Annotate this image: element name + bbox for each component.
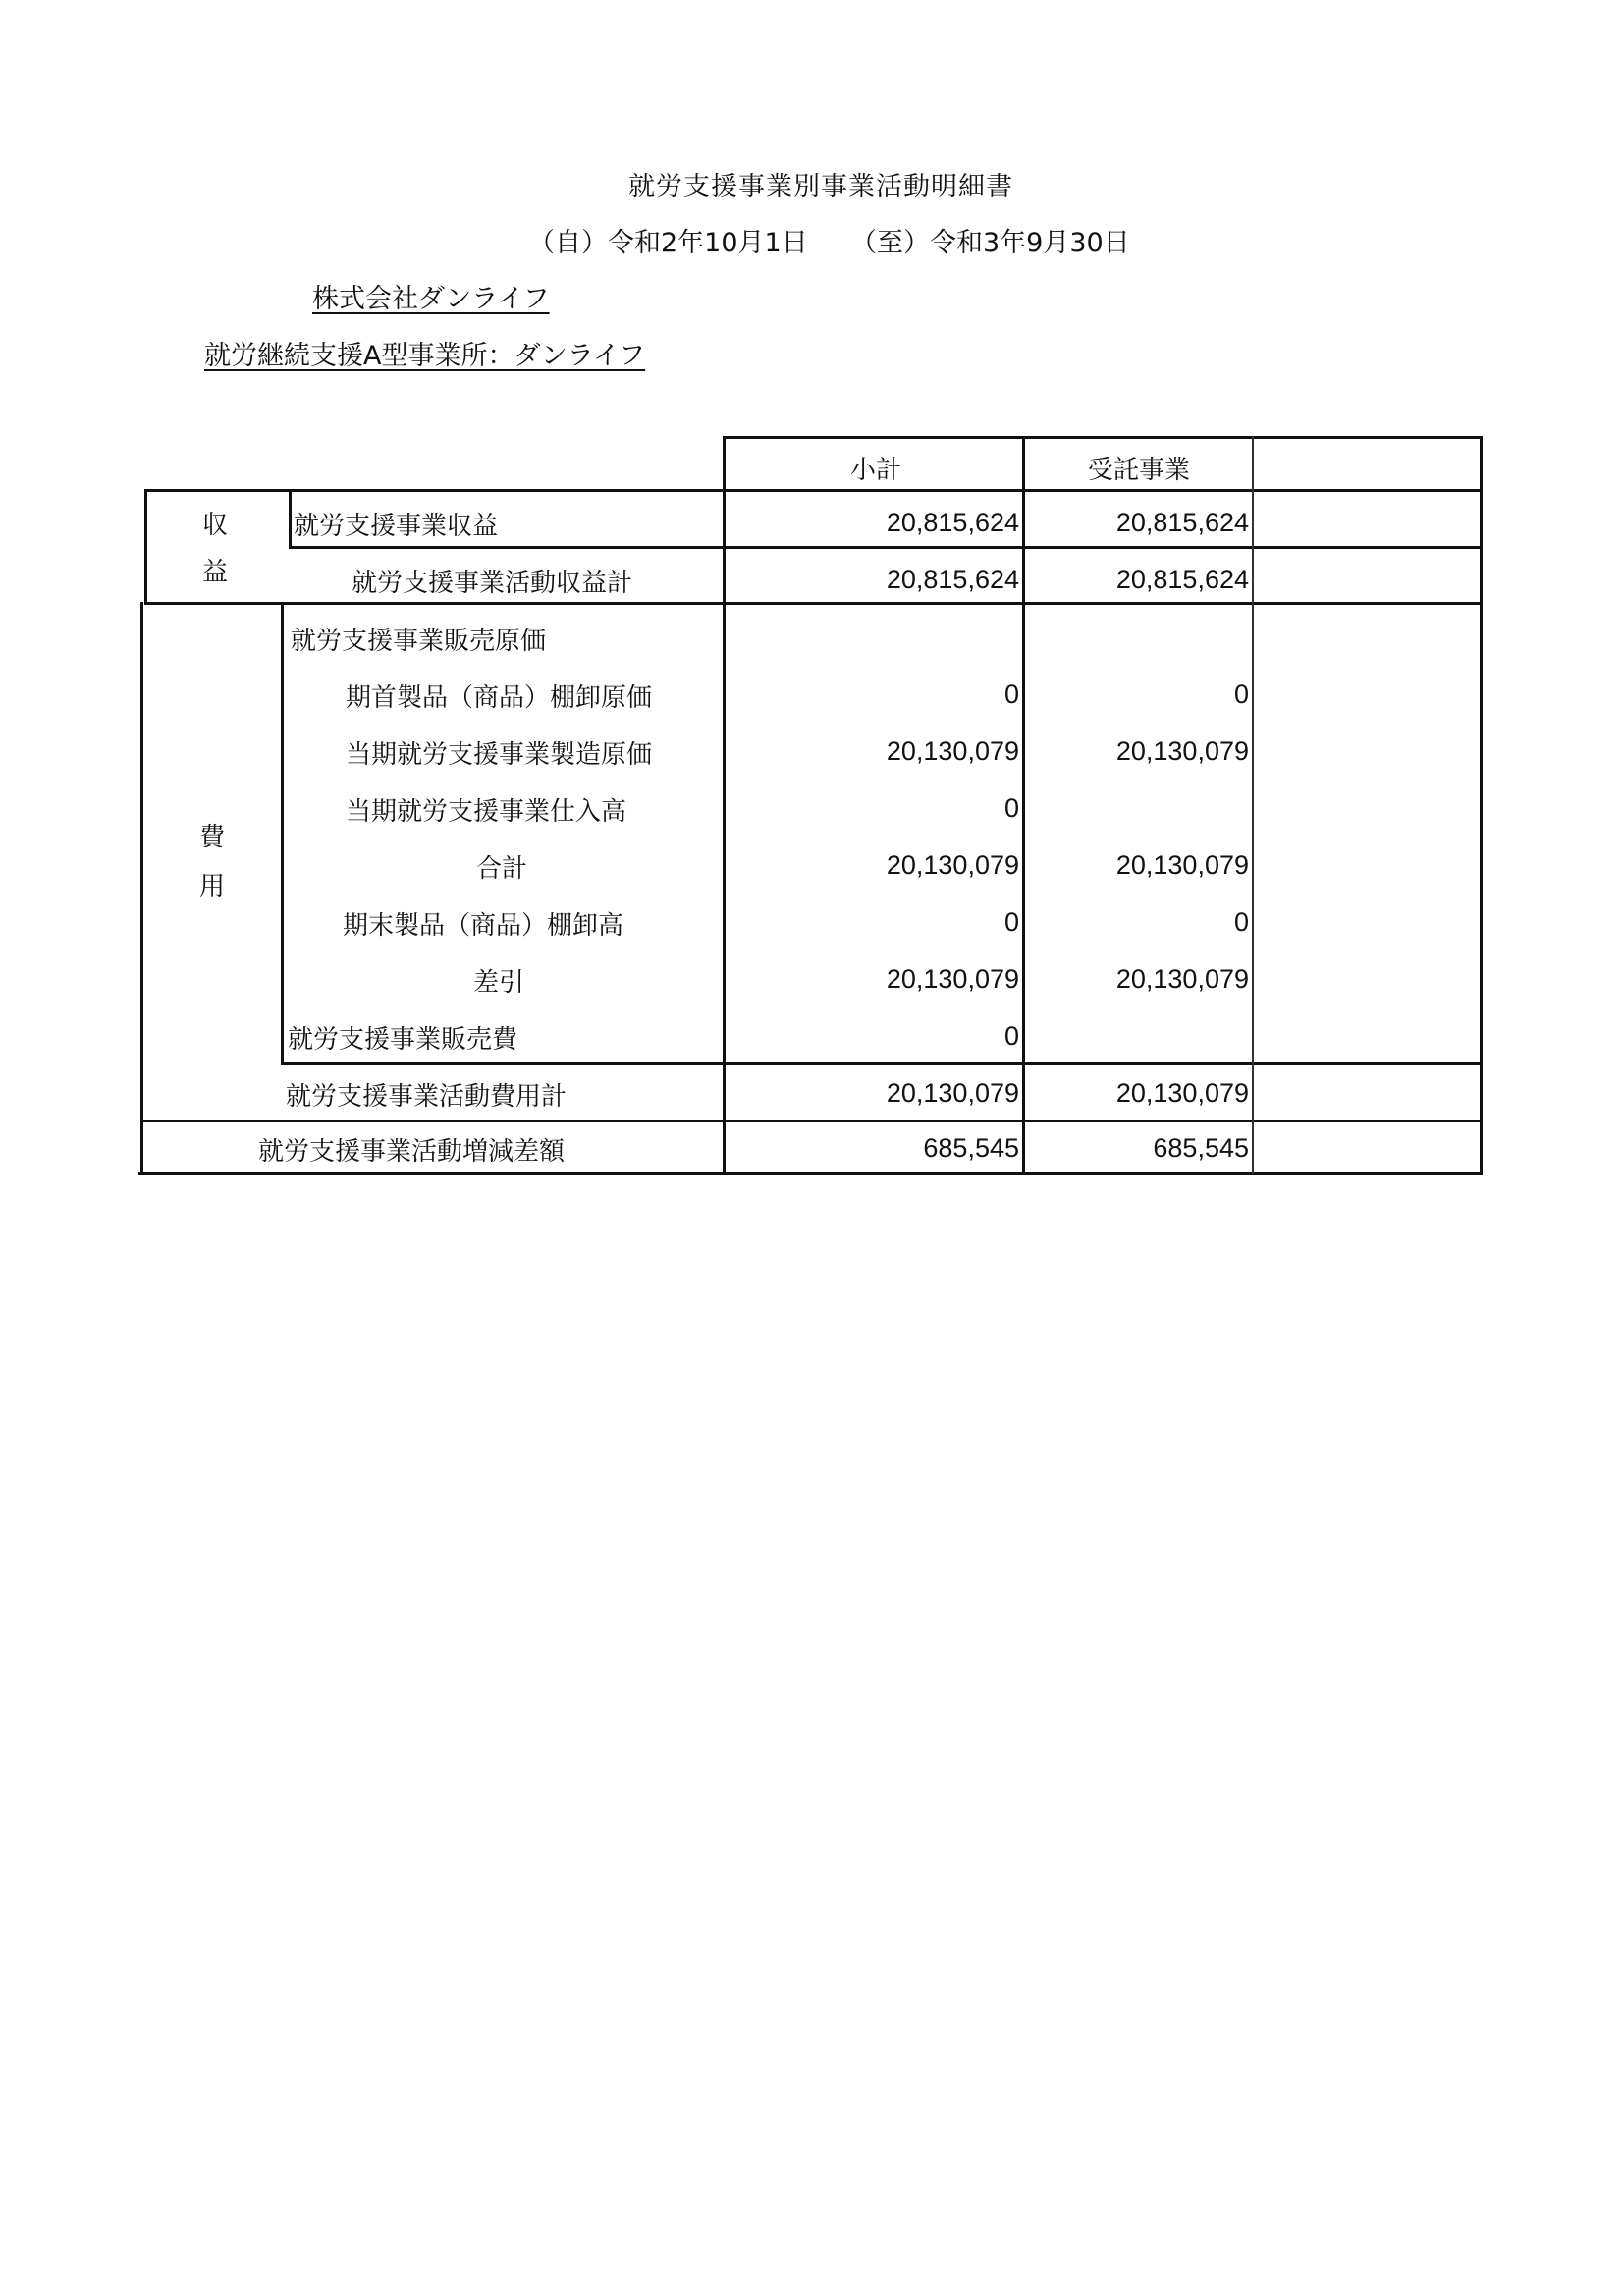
- row-subtotal: 0: [1003, 680, 1019, 709]
- section-expense-char-2: 用: [199, 872, 226, 902]
- column-header-subtotal: 小計: [850, 456, 902, 485]
- row-subtotal: 20,815,624: [886, 565, 1019, 594]
- row-subtotal: 20,815,624: [886, 508, 1019, 537]
- row-subtotal: 0: [1003, 793, 1019, 823]
- company-name: 株式会社ダンライフ: [312, 284, 550, 314]
- row-label: 就労支援事業活動増減差額: [258, 1137, 566, 1167]
- period-to: （至）令和3年9月30日: [850, 228, 1130, 258]
- row-contract: 20,815,624: [1115, 508, 1249, 537]
- row-label: 期首製品（商品）棚卸原価: [346, 683, 653, 713]
- row-contract: 20,130,079: [1115, 850, 1249, 880]
- period-from: （自）令和2年10月1日: [528, 228, 808, 258]
- row-label: 期末製品（商品）棚卸高: [343, 911, 624, 941]
- row-label: 合計: [476, 854, 528, 884]
- row-subtotal: 20,130,079: [886, 737, 1019, 766]
- row-label: 差引: [473, 968, 525, 998]
- section-revenue-char-2: 益: [202, 558, 229, 587]
- row-subtotal: 20,130,079: [886, 850, 1019, 880]
- row-contract: 0: [1233, 680, 1249, 709]
- row-label: 就労支援事業活動費用計: [286, 1082, 568, 1112]
- row-contract: 20,130,079: [1115, 1078, 1249, 1108]
- row-subtotal: 20,130,079: [886, 964, 1019, 994]
- row-label: 当期就労支援事業製造原価: [346, 740, 653, 770]
- row-contract: 20,815,624: [1115, 565, 1249, 594]
- row-subtotal: 0: [1003, 1021, 1019, 1051]
- row-label: 当期就労支援事業仕入高: [346, 797, 627, 827]
- section-expense-char-1: 費: [199, 823, 226, 852]
- document-title: 就労支援事業別事業活動明細書: [628, 172, 1013, 202]
- column-header-contract: 受託事業: [1088, 456, 1191, 485]
- row-label: 就労支援事業販売費: [288, 1025, 518, 1055]
- row-subtotal: 20,130,079: [886, 1078, 1019, 1108]
- row-label: 就労支援事業販売原価: [291, 627, 547, 656]
- row-contract: 20,130,079: [1115, 964, 1249, 994]
- row-subtotal: 685,545: [923, 1133, 1019, 1163]
- row-contract: 0: [1233, 907, 1249, 937]
- row-label: 就労支援事業活動収益計: [352, 569, 633, 598]
- row-label: 就労支援事業収益: [294, 512, 499, 541]
- office-name: 就労継続支援A型事業所：ダンライフ: [204, 341, 646, 371]
- row-subtotal: 0: [1003, 907, 1019, 937]
- section-revenue-char-1: 収: [202, 511, 229, 540]
- row-contract: 20,130,079: [1115, 737, 1249, 766]
- row-contract: 685,545: [1153, 1133, 1249, 1163]
